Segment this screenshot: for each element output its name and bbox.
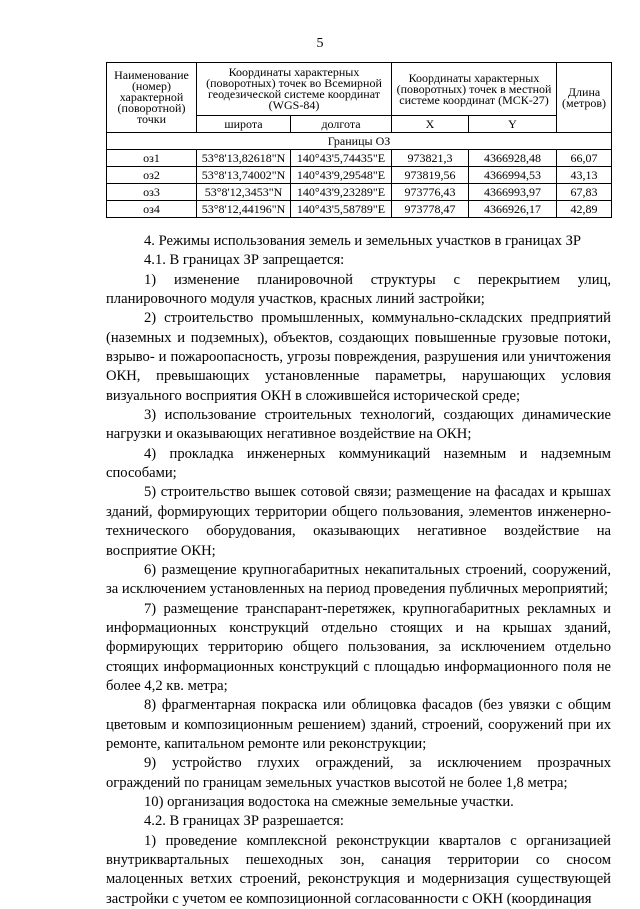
cell-name: оз4	[107, 201, 197, 218]
list-item: 1) изменение планировочной структуры с перекрытием улиц, планировочного модуля участков, красных линий застройки;	[106, 271, 611, 308]
table-row	[107, 184, 612, 201]
cell-y: 4366994,53	[469, 167, 557, 184]
cell-lat: 53°8'12,44196"N	[197, 201, 291, 218]
list-item: 3) использование строительных технологий, создающих динамические нагрузки и оказывающих негативное воздействие на ОКН;	[106, 407, 611, 443]
cell-name: оз2	[107, 167, 197, 184]
cell-lon: 140°43'9,23289"E	[291, 184, 392, 201]
header-msk27: Координаты характерных (поворотных) точек в местной системе координат (МСК-27)	[392, 63, 557, 116]
list-item: 9) устройство глухих ограждений, за исключением прозрачных ограждений по границам земельных участков высотой не более 1,8 метра;	[106, 755, 611, 791]
cell-lat: 53°8'13,74002"N	[197, 167, 291, 184]
header-x: X	[392, 116, 469, 133]
list-item: 6) размещение крупногабаритных некапитальных строений, сооружений, за исключением установленных на период проведения публичных мероприятий;	[106, 561, 611, 598]
list-item: 4) прокладка инженерных коммуникаций наземным и надземным способами;	[106, 445, 611, 482]
cell-s: 67,83	[557, 184, 612, 201]
cell-name: оз1	[107, 150, 197, 167]
list-item: 10) организация водостока на смежные земельные участки.	[144, 793, 514, 810]
list-item: 2) строительство промышленных, коммунально-складских предприятий (наземных и подземных), объектов, создающих повышенные грузовые потоки, взрыво- и пожароопасность, угрозы повреждения, разрушения или уничтожения ОКН, превышающих установленные параметры, нарушающих условия визуального восприятия ОКН в сложившейся исторической среде;	[106, 310, 611, 404]
page-number: 5	[316, 36, 324, 51]
header-lat: широта	[197, 116, 291, 133]
list-item: 1) проведение комплексной реконструкции кварталов с организацией внутриквартальных пешеходных зон, санация территории со сносом малоценных ветхих строений, реконструкция и модернизация существующей застройки с учетом ее композиционной согласованности с ОКН (координация	[106, 832, 611, 907]
cell-x: 973776,43	[392, 184, 469, 201]
cell-s: 66,07	[557, 150, 612, 167]
section-heading: 4. Режимы использования земель и земельных участков в границах ЗР	[144, 233, 582, 249]
table-row	[107, 201, 612, 218]
cell-lon: 140°43'9,29548"E	[291, 167, 392, 184]
cell-x: 973778,47	[392, 201, 469, 218]
cell-lat: 53°8'13,82618"N	[197, 150, 291, 167]
table-row	[107, 167, 612, 184]
list-item: 5) строительство вышек сотовой связи; размещение на фасадах и крышах зданий, формирующих территории общего пользования, элементов инженерно-технического оборудования, оказывающих негативное воздействие на восприятие ОКН;	[106, 484, 611, 559]
coordinates-table	[106, 62, 612, 218]
header-y: Y	[469, 116, 557, 133]
cell-y: 4366926,17	[469, 201, 557, 218]
cell-s: 43,13	[557, 167, 612, 184]
cell-lat: 53°8'12,3453"N	[197, 184, 291, 201]
list-item: 8) фрагментарная покраска или облицовка фасадов (без увязки с общим цветовым и композиционным решением) зданий, строений, сооружений при их ремонте, капитальном ремонте или реконструкции;	[106, 697, 611, 752]
cell-y: 4366993,97	[469, 184, 557, 201]
document-body	[106, 232, 611, 909]
cell-lon: 140°43'5,58789"E	[291, 201, 392, 218]
cell-s: 42,89	[557, 201, 612, 218]
table-row	[107, 150, 612, 167]
cell-x: 973819,56	[392, 167, 469, 184]
header-length: Длина (метров)	[557, 63, 612, 133]
list-item: 7) размещение транспарант-перетяжек, крупногабаритных рекламных и информационных конструкций отдельно стоящих и на крышах зданий, формирующих территорию общего пользования, за исключением отдельно стоящих информационных конструкций с площадью информационного поля не более 4,2 кв. метра;	[106, 600, 611, 694]
header-point-name: Наименование (номер) характерной (поворотной) точки	[107, 63, 197, 133]
cell-x: 973821,3	[392, 150, 469, 167]
section-title: Границы ОЗ	[107, 133, 612, 150]
header-wgs84: Координаты характерных (поворотных) точек во Всемирной геодезической системе координат (WGS-84)	[197, 63, 392, 116]
allowed-title: 4.2. В границах ЗР разрешается:	[144, 813, 344, 830]
cell-lon: 140°43'5,74435"E	[291, 150, 392, 167]
header-lon: долгота	[291, 116, 392, 133]
prohibited-title: 4.1. В границах ЗР запрещается:	[144, 252, 345, 269]
cell-y: 4366928,48	[469, 150, 557, 167]
cell-name: оз3	[107, 184, 197, 201]
